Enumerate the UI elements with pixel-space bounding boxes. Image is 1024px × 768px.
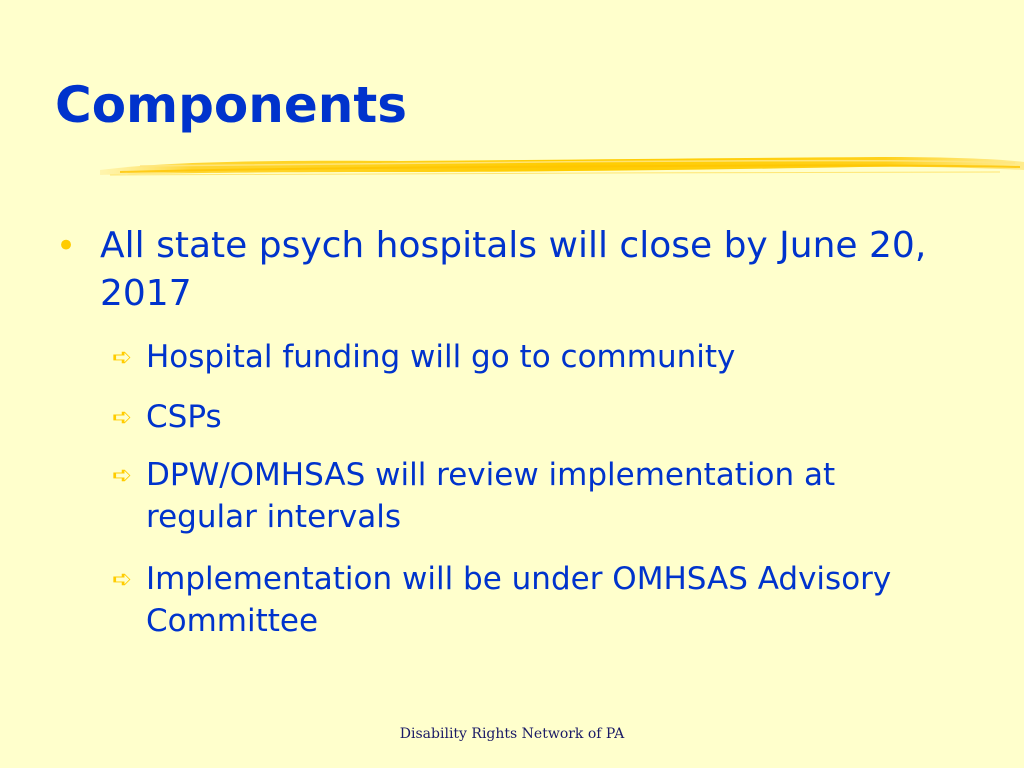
- sub-bullet-text: Hospital funding will go to community: [146, 339, 736, 375]
- slide-footer: Disability Rights Network of PA: [399, 726, 625, 742]
- sub-bullet-text: CSPs: [146, 399, 222, 435]
- sub-bullet-text: Implementation will be under OMHSAS Advisory Committee: [146, 561, 892, 639]
- bullet-dot-icon: •: [56, 226, 77, 266]
- title-underline-stroke: [100, 148, 1024, 188]
- bullet-text: All state psych hospitals will close by June 20, 2017: [100, 225, 927, 314]
- outline-arrow-right-icon: ➪: [112, 565, 133, 593]
- outline-arrow-right-icon: ➪: [112, 461, 133, 489]
- slide-title: Components: [55, 76, 408, 134]
- outline-arrow-right-icon: ➪: [112, 403, 133, 431]
- sub-bullet-text: DPW/OMHSAS will review implementation at regular intervals: [146, 457, 836, 535]
- outline-arrow-right-icon: ➪: [112, 343, 133, 371]
